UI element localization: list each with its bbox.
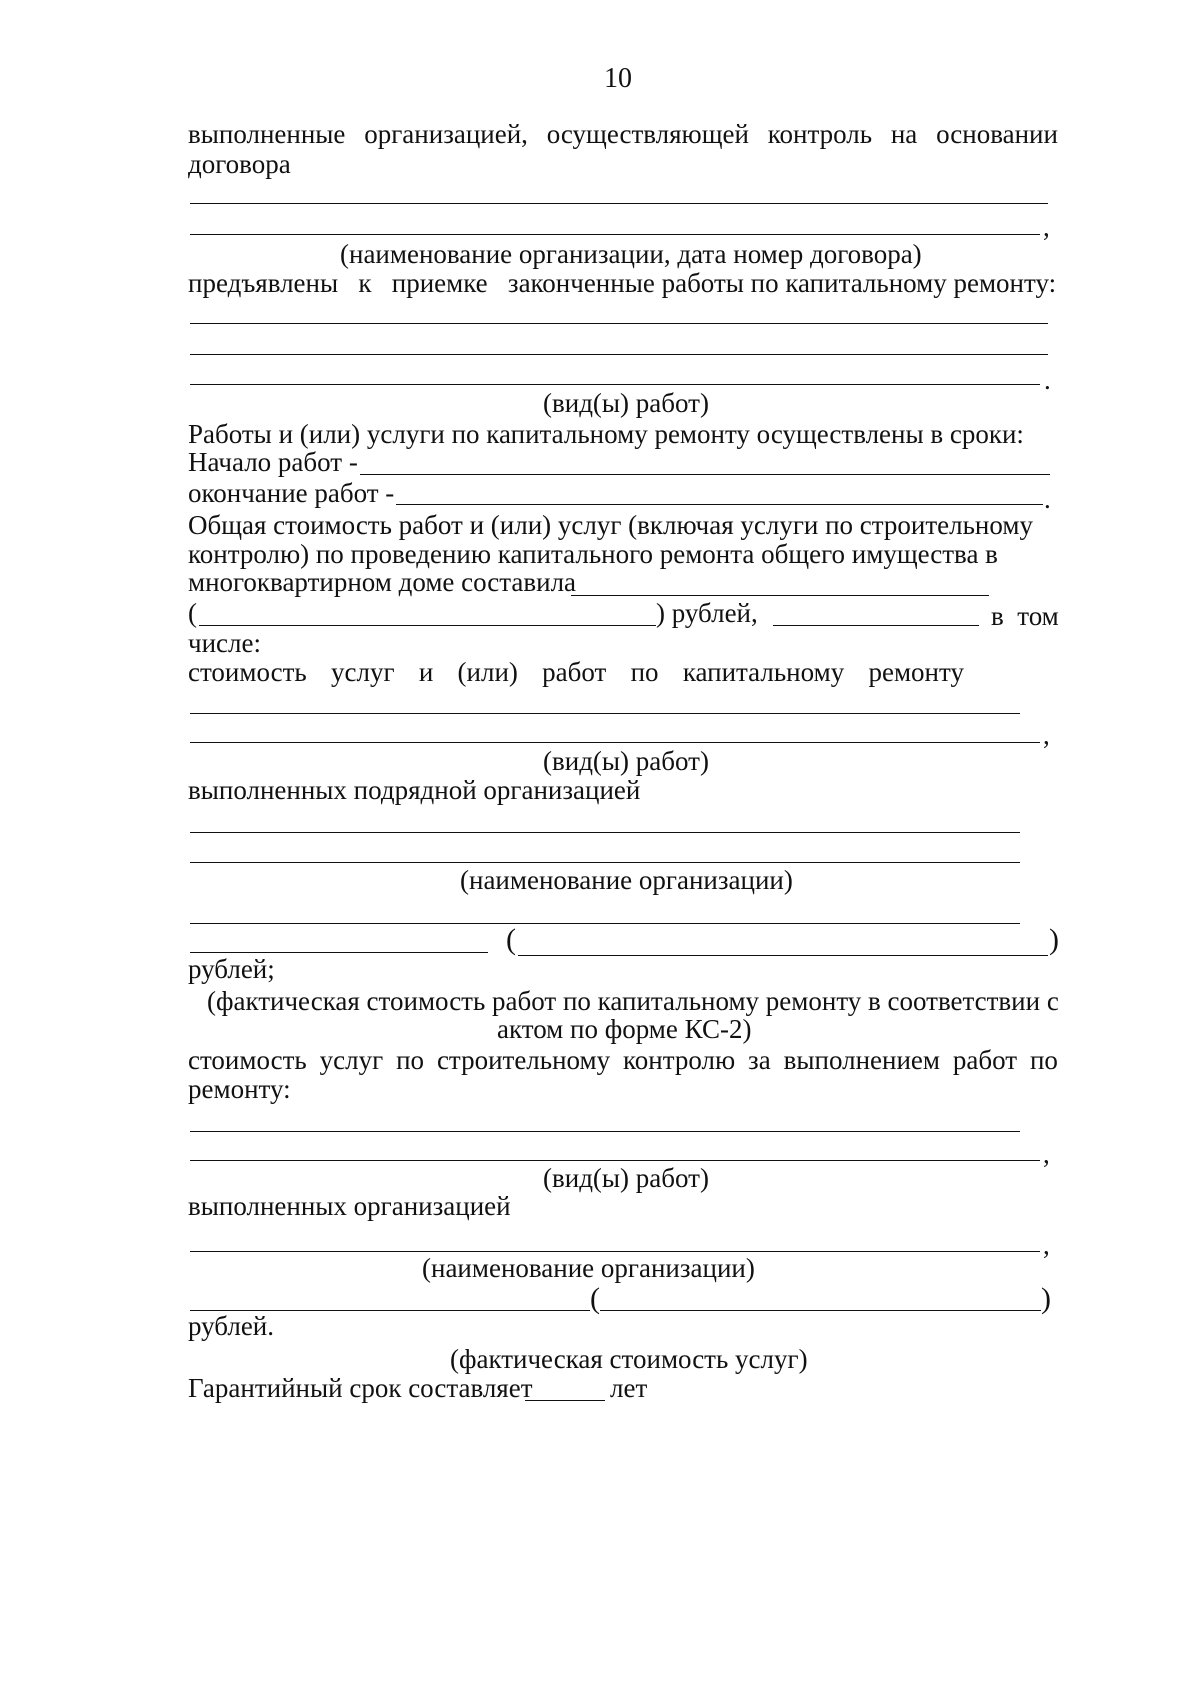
start-date-field[interactable] <box>360 474 1050 475</box>
fill-line[interactable] <box>190 354 1048 355</box>
punct-comma: , <box>1043 720 1050 750</box>
fill-line[interactable] <box>190 1131 1020 1132</box>
text-cost-1: Общая стоимость работ и (или) услуг (включая услуги по строительному <box>188 510 1033 540</box>
word: основании <box>936 119 1058 149</box>
word: работ <box>952 1045 1018 1075</box>
text-terms-heading: Работы и (или) услуги по капитальному ремонту осуществлены в сроки: <box>188 419 1024 449</box>
fill-line[interactable] <box>190 742 1040 743</box>
works-cost-words-field[interactable] <box>518 955 1048 956</box>
fill-line[interactable] <box>190 923 1020 924</box>
text-contract: договора <box>188 149 291 179</box>
label-end: окончание работ - <box>188 478 395 508</box>
text-rubles-period: рублей. <box>188 1311 275 1341</box>
word: и <box>418 657 434 687</box>
text-rubles-semicolon: рублей; <box>188 954 275 984</box>
fill-line[interactable] <box>190 384 1040 385</box>
word: осуществляющей <box>546 119 749 149</box>
word: капитальному <box>682 657 845 687</box>
fill-line[interactable] <box>190 203 1048 204</box>
fill-line[interactable] <box>190 234 1040 235</box>
punct-period: . <box>1044 365 1051 395</box>
word: по <box>630 657 659 687</box>
label-start: Начало работ - <box>188 447 358 477</box>
fill-line[interactable] <box>190 832 1020 833</box>
total-cost-words-field[interactable] <box>199 625 656 626</box>
punct-open-paren: ( <box>590 1282 600 1315</box>
fill-line[interactable] <box>190 323 1048 324</box>
text-presented: предъявлены к приемке законченные работы по капитальному ремонту: <box>188 268 1057 298</box>
text-number: числе: <box>188 628 261 658</box>
word: ремонту <box>868 657 964 687</box>
word: контроль <box>767 119 873 149</box>
word: стоимость <box>188 1045 307 1075</box>
punct-open-paren: ( <box>188 598 197 628</box>
punct-open-paren: ( <box>506 923 516 956</box>
word: по <box>1029 1045 1058 1075</box>
caption-services-cost: (фактическая стоимость услуг) <box>450 1344 808 1374</box>
justified-line-control-cost <box>188 1044 1058 1076</box>
fill-line[interactable] <box>190 713 1020 714</box>
justified-line-contract <box>188 118 1058 150</box>
text-repair: ремонту: <box>188 1074 291 1104</box>
word: работ <box>542 657 607 687</box>
word: выполнением <box>783 1045 940 1075</box>
punct-close-paren: ) <box>1049 923 1059 956</box>
caption-actual-cost-1: (фактическая стоимость работ по капитальному ремонту в соответствии с <box>207 986 1059 1016</box>
text-years: лет <box>610 1373 648 1403</box>
text-cost-3: многоквартирном доме составила <box>188 567 577 597</box>
text-org-performed: выполненных организацией <box>188 1191 511 1221</box>
caption-work-types: (вид(ы) работ) <box>543 746 709 776</box>
word: по <box>396 1045 425 1075</box>
word: строительному <box>436 1045 611 1075</box>
caption-actual-cost-2: актом по форме КС-2) <box>497 1014 752 1044</box>
text-contractor: выполненных подрядной организацией <box>188 775 641 805</box>
punct-comma: , <box>1043 1230 1050 1260</box>
punct-comma: , <box>1043 1139 1050 1169</box>
caption-org-contract: (наименование организации, дата номер договора) <box>340 239 922 269</box>
punct-close-paren: ) <box>1041 1282 1051 1315</box>
word: за <box>748 1045 771 1075</box>
word: выполненные <box>188 119 346 149</box>
caption-work-types: (вид(ы) работ) <box>543 388 709 418</box>
word: контролю <box>623 1045 736 1075</box>
text-rubles: ) рублей, <box>656 598 758 628</box>
fill-line[interactable] <box>190 862 1020 863</box>
fill-line[interactable] <box>190 1160 1040 1161</box>
amount-field[interactable] <box>773 625 979 626</box>
word: (или) <box>457 657 518 687</box>
warranty-years-field[interactable] <box>525 1400 605 1401</box>
word: организацией, <box>364 119 528 149</box>
justified-line-works-cost <box>188 656 964 688</box>
caption-org-name: (наименование организации) <box>460 865 793 895</box>
text-cost-2: контролю) по проведению капитального ремонта общего имущества в <box>188 539 998 569</box>
services-cost-words-field[interactable] <box>600 1310 1041 1311</box>
punct-period: . <box>1044 484 1051 514</box>
punct-comma: , <box>1043 212 1050 242</box>
text-warranty: Гарантийный срок составляет <box>188 1373 533 1403</box>
word: услуг <box>319 1045 384 1075</box>
page-number: 10 <box>604 63 632 94</box>
caption-work-types: (вид(ы) работ) <box>543 1163 709 1193</box>
caption-org-name: (наименование организации) <box>422 1253 755 1283</box>
word: на <box>890 119 918 149</box>
word: услуг <box>331 657 395 687</box>
text-in-that: в том <box>991 601 1059 631</box>
total-cost-field[interactable] <box>571 595 989 596</box>
end-date-field[interactable] <box>396 504 1043 505</box>
word: стоимость <box>188 657 307 687</box>
